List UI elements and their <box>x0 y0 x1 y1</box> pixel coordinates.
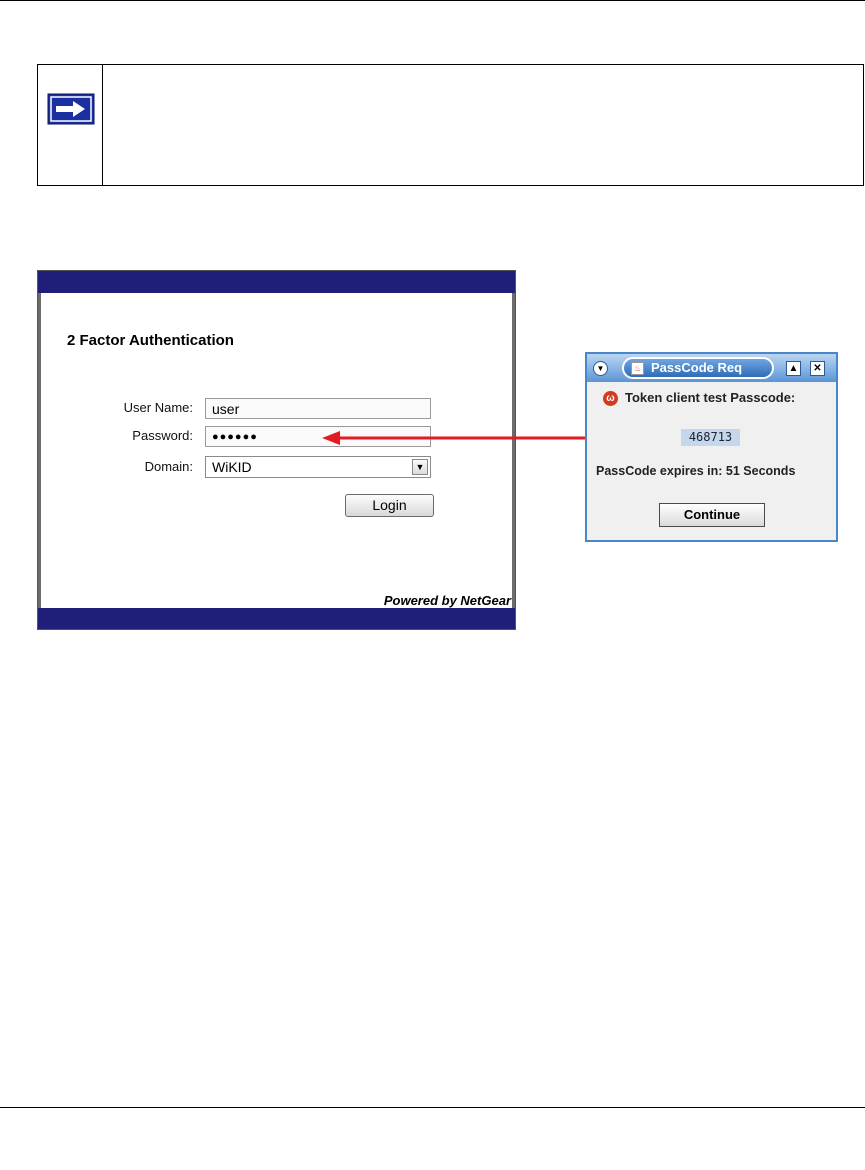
arrow-right-icon <box>47 93 95 125</box>
continue-button[interactable]: Continue <box>659 503 765 527</box>
passcode-window <box>585 352 838 542</box>
username-input[interactable]: user <box>205 398 431 419</box>
passcode-prompt: Token client test Passcode: <box>625 390 796 405</box>
domain-label: Domain: <box>144 459 193 474</box>
login-header-band <box>38 271 515 293</box>
note-box <box>37 64 864 186</box>
domain-select[interactable] <box>205 456 431 478</box>
passcode-expires: PassCode expires in: 51 Seconds <box>596 464 796 478</box>
window-menu-icon[interactable]: ▼ <box>593 361 608 376</box>
login-button[interactable]: Login <box>345 494 434 517</box>
passcode-window-title: PassCode Req <box>651 360 743 375</box>
close-icon[interactable]: ✕ <box>810 361 825 376</box>
powered-by-label: Powered by NetGear <box>383 593 511 608</box>
passcode-value[interactable]: 468713 <box>681 429 740 446</box>
login-title: 2 Factor Authentication <box>67 332 234 349</box>
top-rule <box>0 0 865 1</box>
bottom-rule <box>0 1107 865 1108</box>
maximize-icon[interactable]: ▲ <box>786 361 801 376</box>
login-screenshot <box>37 270 516 630</box>
login-footer-band <box>38 608 515 629</box>
domain-select-value: WiKID <box>212 459 252 475</box>
chevron-down-icon[interactable]: ▼ <box>412 459 428 475</box>
username-label: User Name: <box>123 400 193 415</box>
java-icon: ♨ <box>631 362 644 375</box>
token-icon: ω <box>603 391 618 406</box>
passcode-titlebar <box>587 354 836 382</box>
login-frame-right <box>512 293 515 608</box>
password-label: Password: <box>132 428 193 443</box>
passcode-title-tab <box>622 357 774 379</box>
password-input[interactable]: ●●●●●● <box>205 426 431 447</box>
note-divider <box>102 65 103 185</box>
login-frame-left <box>38 293 41 608</box>
